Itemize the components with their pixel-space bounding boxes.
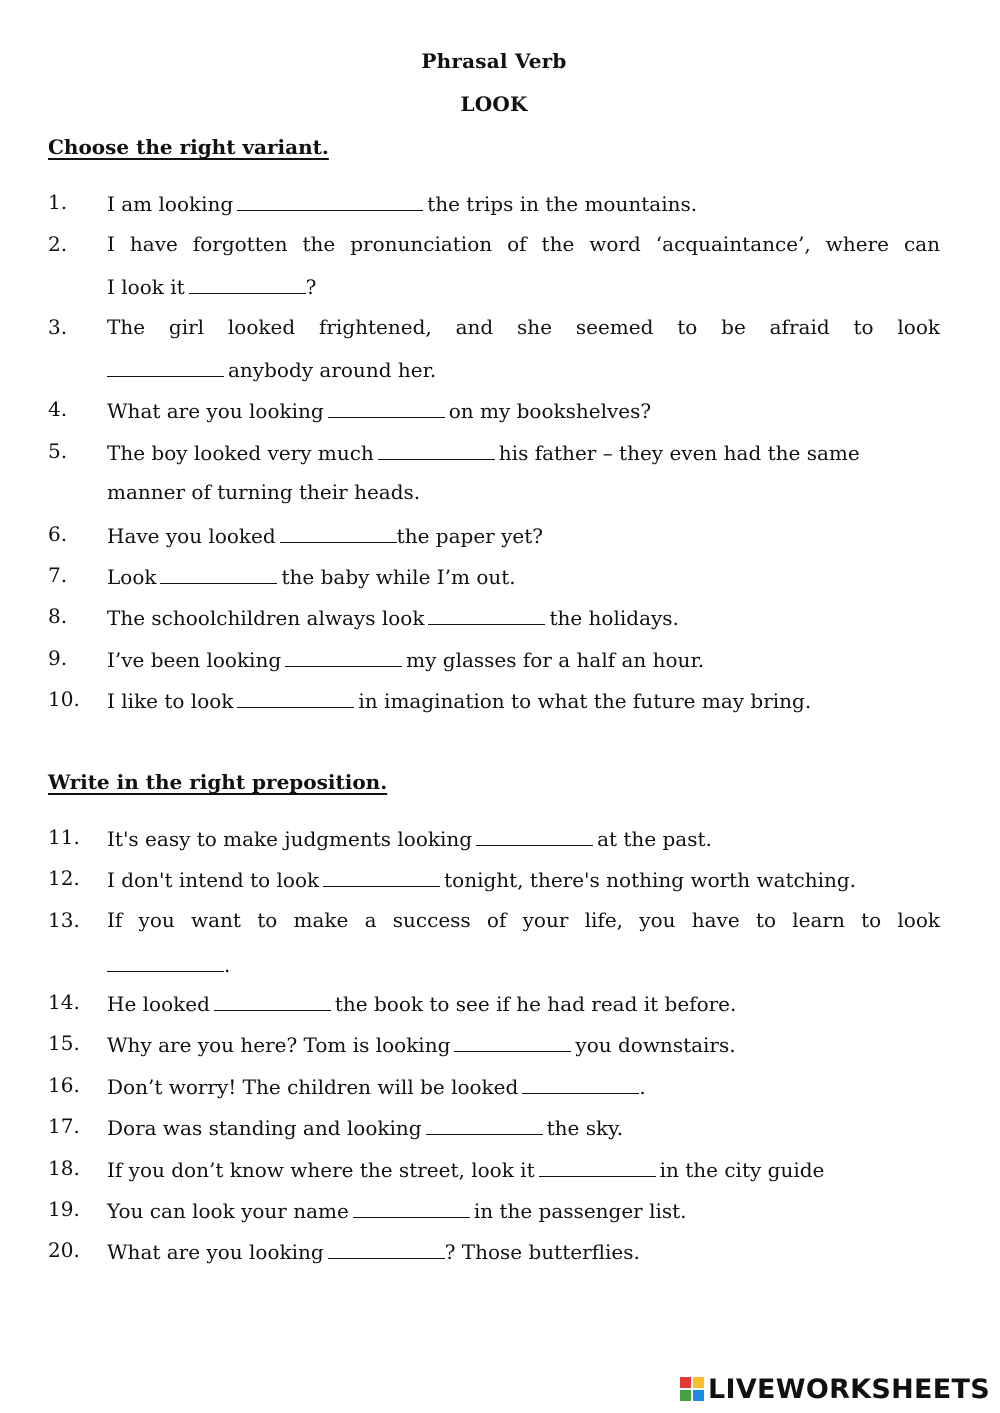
answer-blank[interactable] — [454, 1031, 571, 1052]
item-line: What are you looking ? Those butterflies. — [107, 1240, 640, 1264]
item-number: 4. — [48, 397, 68, 421]
answer-blank[interactable] — [539, 1156, 656, 1177]
item-number: 3. — [48, 315, 68, 339]
item-line: If you don’t know where the street, look it in the city guide — [107, 1158, 825, 1182]
liveworksheets-logo[interactable] — [680, 1375, 990, 1405]
answer-blank[interactable] — [323, 866, 440, 887]
page-title: Phrasal Verb — [421, 49, 567, 73]
item-number: 2. — [48, 232, 68, 256]
section-heading-write: Write in the right preposition. — [48, 770, 388, 794]
answer-blank[interactable] — [476, 825, 593, 846]
item-number: 11. — [48, 825, 80, 849]
item-line: He looked the book to see if he had read it before. — [107, 992, 737, 1016]
item-line: I have forgotten the pronunciation of the word ‘acquaintance’, where can — [107, 232, 940, 256]
item-line: The schoolchildren always look the holidays. — [107, 606, 679, 630]
item-number: 19. — [48, 1197, 80, 1221]
liveworksheets-logo-icon — [680, 1377, 706, 1403]
item-number: 16. — [48, 1073, 80, 1097]
item-number: 15. — [48, 1031, 80, 1055]
answer-blank[interactable] — [160, 563, 277, 584]
item-line: I look it ? — [107, 275, 317, 299]
answer-blank[interactable] — [285, 646, 402, 667]
item-number: 6. — [48, 522, 68, 546]
answer-blank[interactable] — [107, 951, 224, 972]
answer-blank[interactable] — [428, 604, 545, 625]
item-number: 9. — [48, 646, 68, 670]
item-line: Have you looked the paper yet? — [107, 524, 543, 548]
item-line: manner of turning their heads. — [107, 480, 421, 504]
answer-blank[interactable] — [522, 1073, 639, 1094]
answer-blank[interactable] — [189, 273, 306, 294]
answer-blank[interactable] — [107, 356, 224, 377]
answer-blank[interactable] — [328, 397, 445, 418]
item-number: 17. — [48, 1114, 80, 1138]
item-line: anybody around her. — [107, 356, 940, 382]
page-subtitle: LOOK — [460, 92, 528, 116]
item-number: 5. — [48, 439, 68, 463]
item-line: What are you looking on my bookshelves? — [107, 399, 652, 423]
item-line: I don't intend to look tonight, there's nothing worth watching. — [107, 868, 857, 892]
item-number: 20. — [48, 1238, 80, 1262]
answer-blank[interactable] — [280, 522, 397, 543]
answer-blank[interactable] — [237, 190, 423, 211]
answer-blank[interactable] — [237, 687, 354, 708]
item-line: . — [107, 951, 940, 977]
item-line: If you want to make a success of your life, you have to learn to look — [107, 908, 940, 932]
answer-blank[interactable] — [426, 1114, 543, 1135]
item-number: 13. — [48, 908, 80, 932]
item-line: I am looking the trips in the mountains. — [107, 192, 698, 216]
item-number: 1. — [48, 190, 68, 214]
answer-blank[interactable] — [378, 439, 495, 460]
answer-blank[interactable] — [214, 990, 331, 1011]
answer-blank[interactable] — [328, 1238, 445, 1259]
item-line: You can look your name in the passenger list. — [107, 1199, 687, 1223]
item-number: 14. — [48, 990, 80, 1014]
item-line: Dora was standing and looking the sky. — [107, 1116, 624, 1140]
item-line: It's easy to make judgments looking at the past. — [107, 827, 712, 851]
answer-blank[interactable] — [353, 1197, 470, 1218]
item-line: The boy looked very much his father – they even had the same — [107, 441, 860, 465]
item-line: Why are you here? Tom is looking you downstairs. — [107, 1033, 736, 1057]
item-number: 10. — [48, 687, 80, 711]
item-line: Don’t worry! The children will be looked . — [107, 1075, 646, 1099]
logo-text: LIVEWORKSHEETS — [707, 1374, 990, 1405]
item-line: The girl looked frightened, and she seemed to be afraid to look — [107, 315, 940, 339]
item-number: 18. — [48, 1156, 80, 1180]
item-line: I’ve been looking my glasses for a half an hour. — [107, 648, 705, 672]
section-heading-choose: Choose the right variant. — [48, 135, 329, 159]
item-line: I like to look in imagination to what the future may bring. — [107, 689, 812, 713]
item-number: 12. — [48, 866, 80, 890]
item-number: 8. — [48, 604, 68, 628]
item-line: Look the baby while I’m out. — [107, 565, 516, 589]
item-number: 7. — [48, 563, 68, 587]
